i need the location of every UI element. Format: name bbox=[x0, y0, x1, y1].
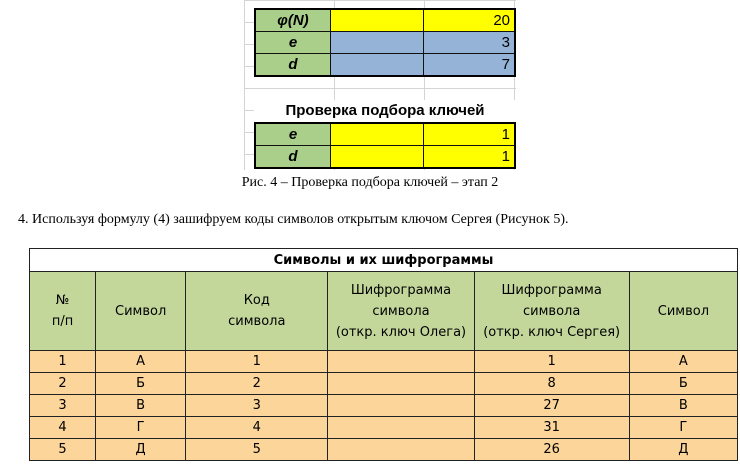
table-row bbox=[30, 395, 738, 417]
header-symbol bbox=[96, 272, 186, 351]
table-row bbox=[30, 351, 738, 373]
cell-cipher-oleg bbox=[328, 373, 474, 395]
header-cipher-oleg bbox=[328, 272, 474, 351]
cell-cipher-oleg bbox=[328, 417, 474, 439]
cell-num: 5 bbox=[30, 439, 96, 461]
cell-cipher-sergey: 31 bbox=[474, 417, 629, 439]
header-line: Шифрограмма bbox=[501, 282, 602, 298]
header-line: Шифрограмма bbox=[350, 282, 452, 298]
cell-cipher-sergey: 8 bbox=[474, 373, 629, 395]
cell-symbol: В bbox=[96, 395, 186, 417]
figure-caption: Рис. 4 – Проверка подбора ключей – этап 2 bbox=[241, 175, 499, 190]
header-symbol-2 bbox=[629, 272, 737, 351]
header-line: символа bbox=[523, 303, 581, 319]
check-label: d bbox=[255, 146, 331, 169]
cell-symbol: А bbox=[96, 351, 186, 373]
key-value: 20 bbox=[424, 9, 516, 32]
header-num bbox=[30, 272, 96, 351]
check-value: 1 bbox=[424, 146, 516, 169]
table-row bbox=[30, 439, 738, 461]
cell-num: 1 bbox=[30, 351, 96, 373]
table-row bbox=[30, 417, 738, 439]
key-label: d bbox=[255, 54, 331, 77]
cell-symbol-2: Д bbox=[629, 439, 737, 461]
key-row bbox=[255, 54, 515, 77]
cell-code: 5 bbox=[186, 439, 328, 461]
cell-code: 3 bbox=[186, 395, 328, 417]
header-line: символа bbox=[228, 314, 286, 329]
check-row bbox=[255, 146, 515, 169]
cell-symbol: Б bbox=[96, 373, 186, 395]
cell-num: 4 bbox=[30, 417, 96, 439]
cell-cipher-sergey: 27 bbox=[474, 395, 629, 417]
cell-num: 3 bbox=[30, 395, 96, 417]
header-line: п/п bbox=[51, 314, 74, 329]
cell-symbol-2: Г bbox=[629, 417, 737, 439]
key-empty-cell bbox=[331, 54, 424, 77]
check-title: Проверка подбора ключей bbox=[254, 100, 516, 122]
ciphers-table-wrapper bbox=[29, 248, 738, 461]
keys-table bbox=[254, 8, 516, 77]
header-line: символа bbox=[372, 303, 430, 319]
header-line: (откр. ключ Сергея) bbox=[483, 324, 621, 340]
table-title: Символы и их шифрограммы bbox=[30, 249, 738, 272]
cell-code: 4 bbox=[186, 417, 328, 439]
check-table bbox=[254, 122, 516, 169]
header-line: № bbox=[55, 293, 70, 308]
paragraph-text: 4. Используя формулу (4) зашифруем коды символов открытым ключом Сергея (Рисунок 5). bbox=[18, 212, 569, 227]
key-label: φ(N) bbox=[255, 9, 331, 32]
cell-symbol: Г bbox=[96, 417, 186, 439]
cell-cipher-oleg bbox=[328, 439, 474, 461]
cell-code: 2 bbox=[186, 373, 328, 395]
header-code bbox=[186, 272, 328, 351]
cell-cipher-sergey: 1 bbox=[474, 351, 629, 373]
check-value: 1 bbox=[424, 123, 516, 146]
cell-code: 1 bbox=[186, 351, 328, 373]
header-line: Символ bbox=[115, 303, 167, 319]
table-row bbox=[30, 373, 738, 395]
header-line: (откр. ключ Олега) bbox=[335, 324, 467, 340]
table-header-row bbox=[30, 272, 738, 351]
cell-cipher-oleg bbox=[328, 351, 474, 373]
key-empty-cell bbox=[331, 9, 424, 32]
key-value: 7 bbox=[424, 54, 516, 77]
cell-num: 2 bbox=[30, 373, 96, 395]
key-value: 3 bbox=[424, 32, 516, 54]
cell-symbol: Д bbox=[96, 439, 186, 461]
key-row bbox=[255, 32, 515, 54]
header-line: Символ bbox=[657, 303, 710, 319]
check-row bbox=[255, 123, 515, 146]
ciphers-table bbox=[29, 248, 738, 461]
key-label: e bbox=[255, 32, 331, 54]
header-cipher-sergey bbox=[474, 272, 629, 351]
check-label: e bbox=[255, 123, 331, 146]
key-empty-cell bbox=[331, 32, 424, 54]
cell-symbol-2: А bbox=[629, 351, 737, 373]
cell-cipher-sergey: 26 bbox=[474, 439, 629, 461]
cell-symbol-2: В bbox=[629, 395, 737, 417]
check-empty-cell bbox=[331, 123, 424, 146]
header-line: Код bbox=[243, 293, 270, 308]
cell-symbol-2: Б bbox=[629, 373, 737, 395]
check-empty-cell bbox=[331, 146, 424, 169]
key-row bbox=[255, 9, 515, 32]
cell-cipher-oleg bbox=[328, 395, 474, 417]
